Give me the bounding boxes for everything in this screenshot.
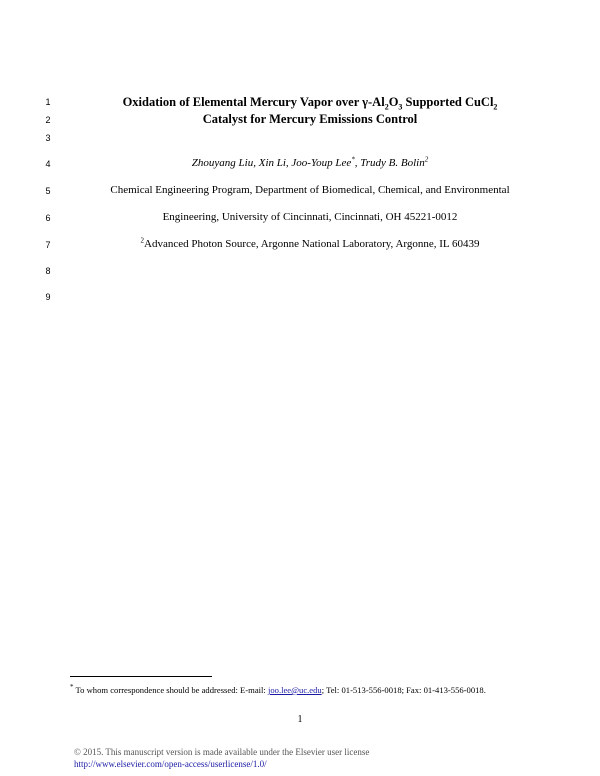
subscript: 2	[493, 102, 498, 112]
paper-title	[60, 94, 560, 128]
footnote-text: To whom correspondence should be addressed: E-mail:	[73, 685, 268, 695]
line-number: 8	[45, 266, 51, 276]
license-link[interactable]: http://www.elsevier.com/open-access/userlicense/1.0/	[74, 759, 267, 769]
title-text: Supported CuCl	[402, 95, 494, 109]
subscript: 2	[384, 102, 389, 112]
title-text: O	[388, 95, 399, 109]
line-number: 3	[45, 133, 51, 143]
line-number: 6	[45, 213, 51, 223]
license-notice	[74, 746, 534, 770]
footnote-text: ; Tel: 01-513-556-0018; Fax: 01-413-556-0018.	[321, 685, 486, 695]
gamma-symbol: γ	[362, 95, 369, 109]
license-text: © 2015. This manuscript version is made available under the Elsevier user license	[74, 747, 370, 757]
line-number: 9	[45, 292, 51, 302]
author-names: Zhouyang Liu, Xin Li, Joo-Youp Lee	[191, 157, 352, 169]
title-line-1	[60, 94, 560, 111]
page-number: 1	[297, 714, 303, 725]
title-text: -Al	[368, 95, 385, 109]
affiliation-line-1: Chemical Engineering Program, Department of Biomedical, Chemical, and Environmental	[110, 184, 510, 196]
footnote-rule	[70, 676, 212, 677]
line-number: 7	[45, 240, 51, 250]
footnote	[70, 684, 540, 696]
affiliation-mark: 2	[424, 155, 429, 164]
footnote-mark: *	[70, 683, 74, 692]
affiliation-line-3	[60, 238, 560, 250]
author-list	[60, 157, 560, 169]
affiliation-line-2: Engineering, University of Cincinnati, Cincinnati, OH 45221-0012	[162, 211, 458, 223]
title-text: Oxidation of Elemental Mercury Vapor over	[122, 95, 363, 109]
affiliation-text: Advanced Photon Source, Argonne National Laboratory, Argonne, IL 60439	[144, 238, 480, 250]
line-number: 4	[45, 159, 51, 169]
corresponding-mark: *	[351, 155, 355, 164]
subscript: 3	[398, 102, 403, 112]
line-number: 5	[45, 186, 51, 196]
email-link[interactable]: joo.lee@uc.edu	[267, 685, 322, 695]
author-names: , Trudy B. Bolin	[354, 157, 425, 169]
line-number: 2	[45, 115, 51, 125]
line-number: 1	[45, 97, 51, 107]
affiliation-mark: 2	[140, 236, 145, 245]
title-line-2: Catalyst for Mercury Emissions Control	[202, 112, 418, 126]
